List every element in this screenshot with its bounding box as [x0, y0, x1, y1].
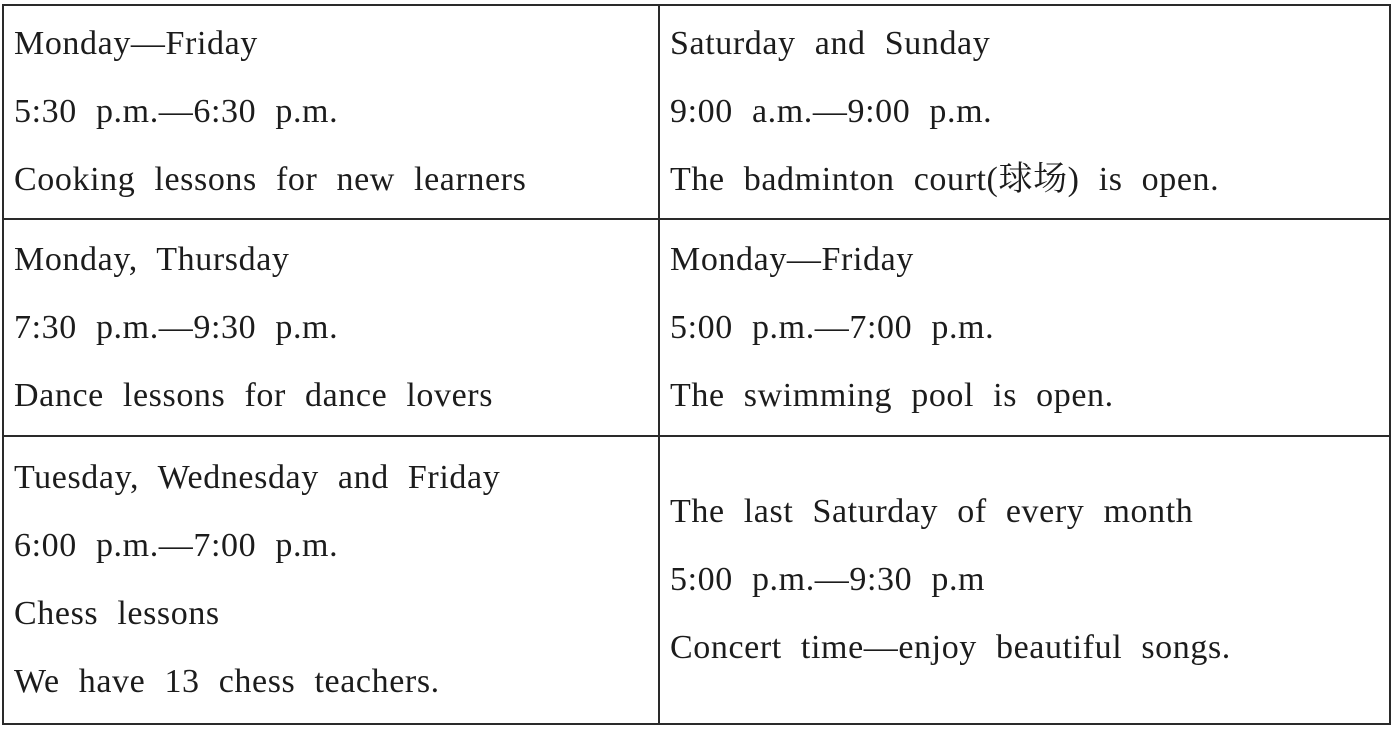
schedule-cell-chess [3, 436, 659, 724]
cell-activity: Cooking lessons for new learners [14, 161, 527, 198]
schedule-cell-dance [3, 219, 659, 436]
schedule-cell-cooking [3, 5, 659, 219]
cell-activity: Concert time—enjoy beautiful songs. [670, 629, 1231, 666]
cell-time: 9:00 a.m.—9:00 p.m. [670, 93, 993, 130]
schedule-cell-badminton [659, 5, 1390, 219]
cell-activity: Dance lessons for dance lovers [14, 376, 494, 414]
cell-time: 5:00 p.m.—7:00 p.m. [670, 308, 995, 346]
cell-note: We have 13 chess teachers. [14, 663, 440, 700]
table-row [3, 5, 1390, 219]
cell-days: Monday, Thursday [14, 240, 290, 278]
cell-activity: The badminton court(球场) is open. [670, 161, 1220, 198]
cell-time: 5:30 p.m.—6:30 p.m. [14, 93, 339, 130]
cell-days: Saturday and Sunday [670, 25, 991, 62]
cell-days: The last Saturday of every month [670, 493, 1194, 530]
schedule-cell-concert [659, 436, 1390, 724]
cell-time: 6:00 p.m.—7:00 p.m. [14, 527, 339, 564]
cell-activity: The swimming pool is open. [670, 376, 1114, 414]
cell-activity: Chess lessons [14, 595, 220, 632]
table-row [3, 219, 1390, 436]
cell-days: Monday—Friday [670, 240, 914, 278]
schedule-cell-swimming [659, 219, 1390, 436]
cell-days: Tuesday, Wednesday and Friday [14, 459, 501, 496]
cell-time: 5:00 p.m.—9:30 p.m [670, 561, 986, 598]
cell-days: Monday—Friday [14, 25, 258, 62]
cell-time: 7:30 p.m.—9:30 p.m. [14, 308, 339, 346]
table-row [3, 436, 1390, 724]
activity-schedule-table [2, 4, 1391, 725]
